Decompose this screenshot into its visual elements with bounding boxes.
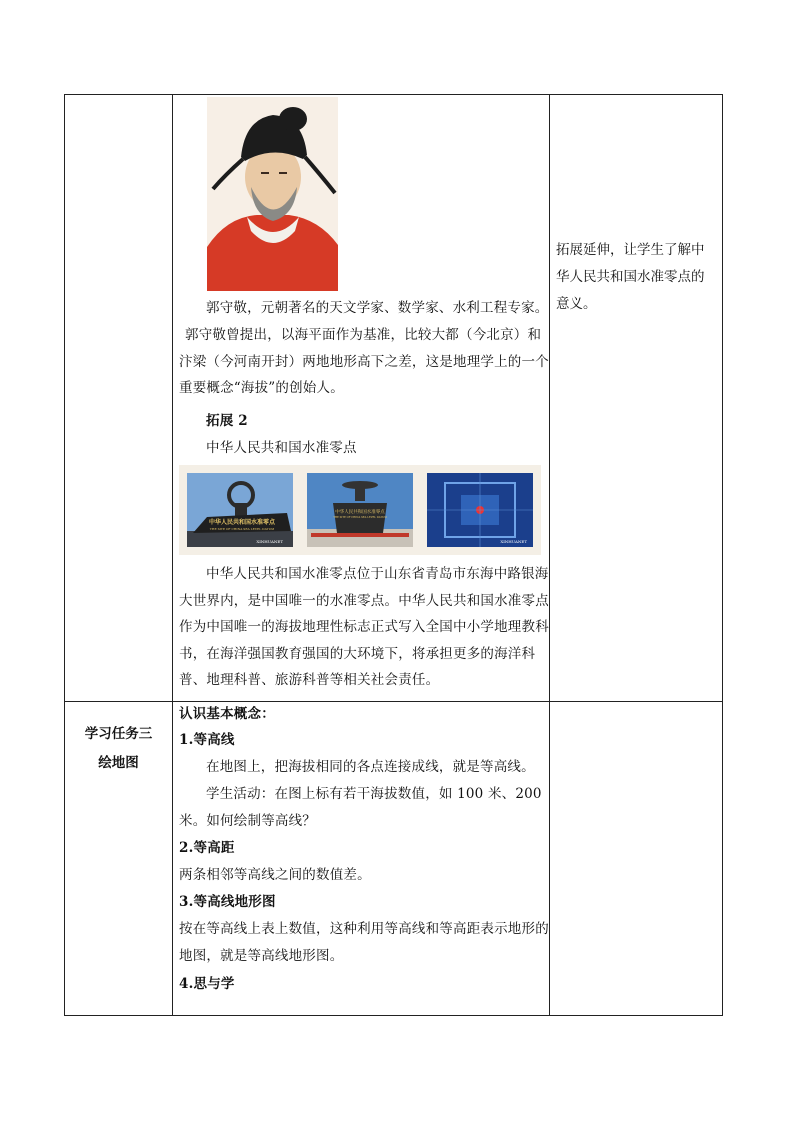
- photo-1-sign-english: THE SITE OF CHINA SEA LEVEL DATUM: [209, 527, 275, 531]
- datum-photo-3: [427, 473, 533, 547]
- datum-photo-1: [187, 473, 293, 547]
- datum-photo-strip: [179, 465, 541, 555]
- task-title-line-2: 绘地图: [98, 755, 139, 771]
- contour-heading: 1.等高线: [179, 732, 235, 748]
- intro-line: 认识基本概念：: [179, 706, 275, 722]
- photo-1-sign-chinese: 中华人民共和国水准零点: [208, 519, 276, 526]
- guo-shoujing-portrait: [207, 97, 338, 291]
- column-divider-2: [549, 95, 550, 1015]
- task-title-line-1: 学习任务三: [84, 726, 153, 742]
- row-divider: [65, 701, 722, 702]
- interval-definition: 两条相邻等高线之间的数值差。: [179, 867, 371, 883]
- guo-paragraph-2: 郭守敬曾提出，以海平面作为基准，比较大都（今北京）和汴梁（今河南开封）两地地形高下之差，这是地理学上的一个重要概念“海拔”的创始人。: [179, 327, 549, 396]
- contour-definition: 在地图上，把海拔相同的各点连接成线，就是等高线。: [206, 759, 535, 775]
- lesson-table: [64, 94, 723, 1016]
- datum-photo-2: [307, 473, 413, 547]
- map-heading: 3.等高线地形图: [179, 894, 276, 910]
- think-heading: 4.思与学: [179, 976, 235, 992]
- photo-2-sign-english: THE SITE OF CHINA SEA LEVEL DATUM: [333, 516, 387, 519]
- extension-title: 拓展 2: [206, 413, 248, 429]
- map-definition: 按在等高线上表上数值，这种利用等高线和等高距表示地形的地图，就是等高线地形图。: [179, 921, 549, 964]
- photo-3-watermark: XINHUANET: [500, 539, 527, 544]
- student-activity: 学生活动：在图上标有若干海拔数值，如 100 米、200 米。如何绘制等高线？: [179, 786, 542, 829]
- guo-paragraph-1: 郭守敬，元朝著名的天文学家、数学家、水利工程专家。: [206, 300, 549, 316]
- interval-heading: 2.等高距: [179, 840, 235, 856]
- column-divider-1: [172, 95, 173, 1015]
- photo-2-sign-chinese: 中华人民共和国水准零点: [335, 510, 385, 515]
- extension-note: 拓展延伸，让学生了解中华人民共和国水准零点的意义。: [556, 242, 705, 312]
- extension-subtitle: 中华人民共和国水准零点: [206, 440, 357, 456]
- datum-paragraph: 中华人民共和国水准零点位于山东省青岛市东海中路银海大世界内，是中国唯一的水准零点。中华人民共和国水准零点作为中国唯一的海拔地理性标志正式写入全国中小学地理教科书，在海洋强国教育强国的大环境下，将承担更多的海洋科普、地理科普、旅游科普等相关社会责任。: [179, 566, 549, 688]
- photo-1-watermark: XINHUANET: [256, 539, 283, 544]
